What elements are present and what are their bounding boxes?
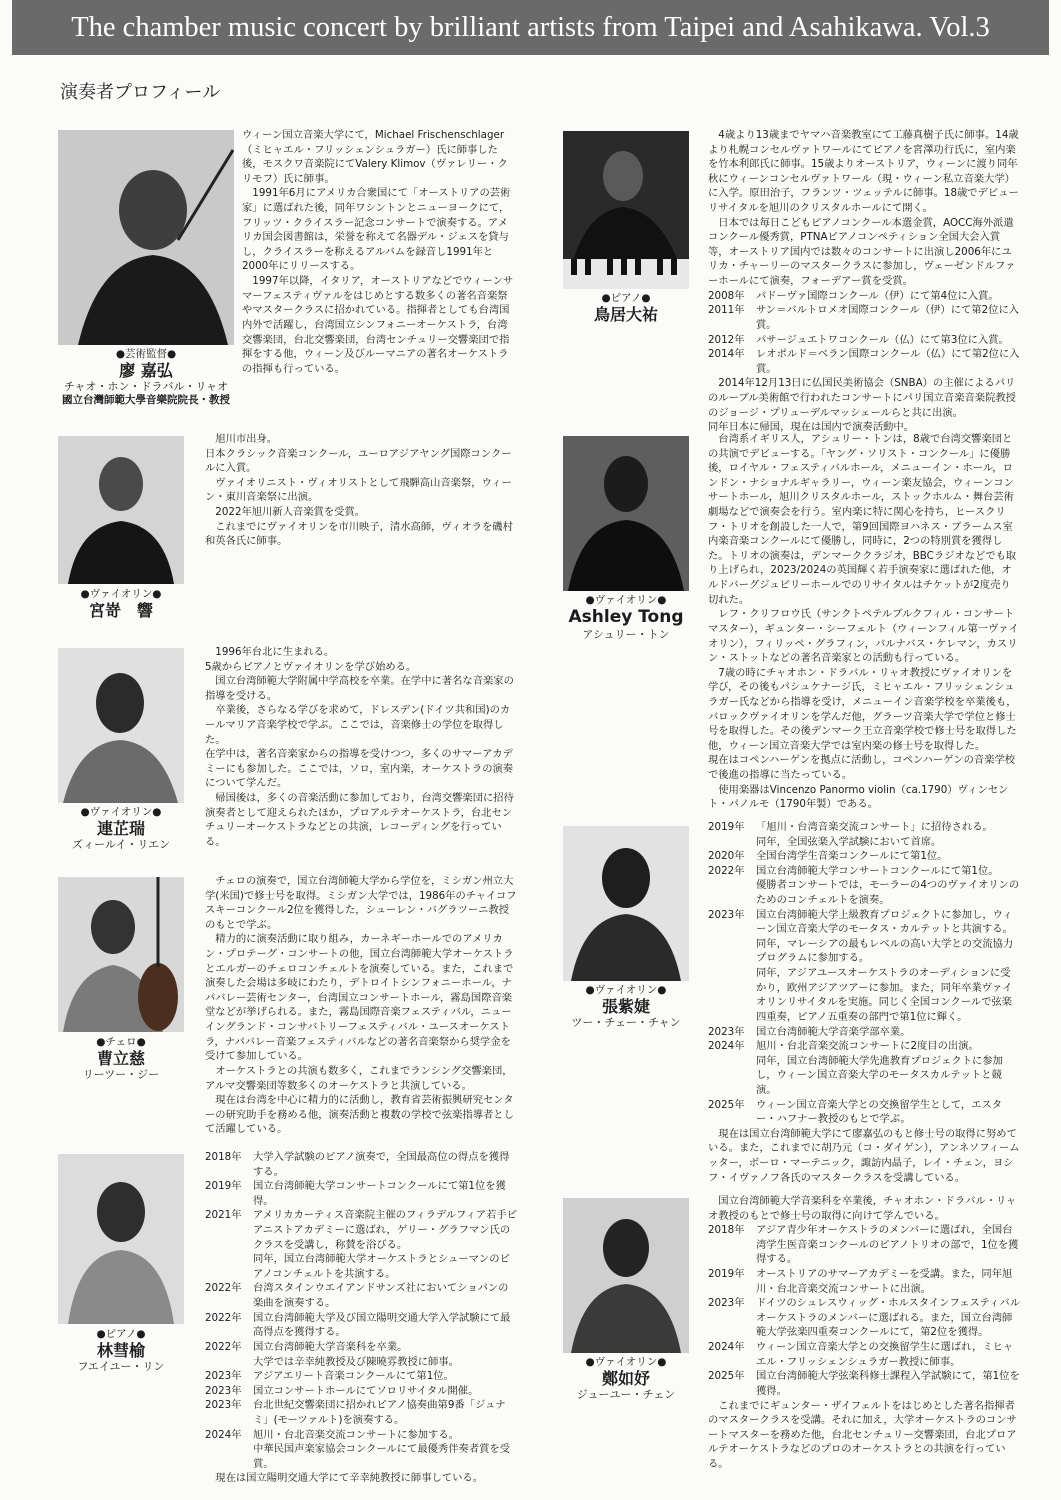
bio-paragraph: 4歳より13歳までヤマハ音楽教室にて工藤真樹子氏に師事。14歳より札幌コンセルヴァトワールにてピアノを宮澤功行氏に，室内楽を竹本利郎氏に師事。15歳よりオーストリア，ウィーンに渡り同年秋にウィーンコンセルヴァトワール（現・ウィーン私立音楽大学）に入学。原田治子，フランツ・ツェッテルに師事。18歳でデビューリサイタルを旭川のクリスタルホールにて開く。 (708, 129, 1019, 215)
bio-paragraph: チェロの演奏で，国立台湾師範大学から学位を，ミシガン州立大学(米国)で修士号を取得。ミシガン大学では，1986年のチャイコフスキーコンクール2位を獲得した，シューレン・バグラツーニ教授のもとで学ぶ。 (205, 875, 517, 931)
artist-name: Ashley Tong (568, 606, 684, 627)
caption-cheng (545, 1356, 707, 1402)
history-year (708, 937, 756, 966)
artist-photo-torii (563, 131, 689, 289)
history-year (708, 878, 756, 907)
history-text: 国立台湾師範大学コンサートコンクールにて第1位を獲得。 (253, 1180, 506, 1207)
artist-role: ●ヴァイオリン● (80, 806, 162, 818)
bio-paragraph: レフ・クリフロウ氏（サンクトペテルブルクフィル・コンサートマスター），ギュンター・シーフェルト（ウィーンフィル第一ヴァイオリン），フィリッペ・グラフィン，バルナバス・ケレマン，カスリン・ストットなどの著名音楽家との活動も行っている。 (708, 608, 1019, 665)
bio-paragraph: 国立台湾師範大学音楽科を卒業後，チャオホン・ドラバル・リャオ教授のもとで修士号の取得に向けて学んでいる。 (708, 1195, 1017, 1222)
history-table (708, 1223, 1020, 1398)
caption-miyazaki (40, 588, 202, 620)
artist-kana: リーツー・ジー (82, 1068, 160, 1082)
history-text: 旭川・台北音楽交流コンサートに2度目の出演。 (756, 1040, 979, 1053)
artist-name: 鳥居大祐 (593, 304, 658, 324)
bio-paragraph: 精力的に演奏活動に取り組み，カーネギーホールでのアメリカン・プロテーグ・コンサートの他，国立台湾師範大学オーケストラとエルガーのチェロコンチェルトを演奏している。また，これまで演奏した会場は多岐にわたり，デトロイトシンフォニーホール，ナパバレー芸術センター，台湾国立コンサートホール，霧島国際音楽堂などが挙げられる。また，霧島国際音楽フェスティバル，ニューイングランド・コンサバトリーフェスティバル・ユースオーケストラ，ナパバレー音楽フェスティバルなどの著名音楽祭から奨学金を受けて参加している。 (205, 933, 514, 1063)
section-title: 演奏者プロフィール (60, 82, 221, 103)
history-text: 全国台湾学生音楽コンクールにて第1位。 (756, 850, 948, 863)
history-year: 2022年 (205, 1282, 242, 1295)
history-text: 国立台湾師範大学弦楽科修士課程入学試験にて，第1位を獲得。 (756, 1370, 1020, 1397)
portrait-cellist (58, 877, 184, 1032)
bio-paragraph: 日本では毎日こどもピアノコンクール本選金賞，AOCC海外派遣コンクール優秀賞，PTNAピアノコンペティション全国大会入賞等，オーストリア国内では数々のコンサートに出演し2006年にユリカ・チャーリーのマスタークラスに参加し，ヴェーゼンドルファーホールにて演奏，フォーデアー賞を受賞。 (708, 216, 1016, 288)
caption-tsao (40, 1036, 202, 1082)
artist-name: 林彗榆 (96, 1340, 145, 1360)
history-year: 2025年 (708, 1098, 745, 1111)
history-year: 2023年 (708, 1297, 745, 1310)
bio-paragraph: 日本クラシック音楽コンクール，ユーロアジアヤング国際コンクールに入賞。 (205, 447, 512, 475)
bio-paragraph: 旭川市出身。 (215, 433, 278, 445)
history-year: 2008年 (708, 289, 745, 302)
history-year: 2023年 (205, 1399, 242, 1412)
caption-liao (40, 348, 252, 407)
bio-lin (205, 1150, 517, 1486)
bio-paragraph: 使用楽器はVincenzo Panormo violin（ca.1790）ヴィンセント・パノルモ（1790年製）である。 (708, 783, 1009, 811)
artist-photo-chang (563, 826, 689, 981)
artist-kana: フエイユー・リン (77, 1360, 165, 1374)
artist-role: ●ヴァイオリン● (80, 588, 162, 600)
bio-paragraph: 7歳の時にチャオホン・ドラバル・リャオ教授にヴァイオリンを学び，その後もパシュケナージ氏，ミヒャエル・フリッシェンシュラガー氏などから指導を受け，メニューイン音楽学校を卒業後も，バロックヴァイオリンを学んだ他，グラーツ音楽大学で学位と修士号を取得した。その後デンマーク王立音楽学校で修士号を取得した他，ウィーン国立音楽大学では室内楽の修士号を取得した。 (708, 666, 1017, 752)
artist-photo-liao (58, 130, 234, 345)
history-year: 2019年 (205, 1180, 242, 1193)
history-text: 国立台湾師範大学及び国立陽明交通大学入学試験にて最高得点を獲得する。 (253, 1311, 511, 1339)
bio-paragraph: 同年日本に帰国，現在は国内で演奏活動中。 (708, 421, 914, 434)
history-year (708, 966, 756, 1024)
artist-role: ●芸術監督● (115, 348, 177, 360)
portrait-conductor (58, 130, 234, 345)
portrait-violinist (58, 436, 184, 584)
history-year: 2019年 (708, 1268, 745, 1281)
history-year: 2018年 (708, 1224, 745, 1237)
portrait-violinist (563, 1198, 689, 1353)
bio-paragraph: 在学中は，著名音楽家からの指導を受けつつ，多くのサマーアカデミーにも参加した。ここでは，ソロ，室内楽，オーケストラの演奏について学んだ。 (205, 748, 514, 790)
history-year (205, 1252, 253, 1281)
history-year: 2023年 (708, 908, 745, 921)
history-text: ウィーン国立音楽大学との交換留学生に選ばれ，ミヒャエル・フリッシェンシュラガー教授に師事。 (756, 1341, 1014, 1368)
caption-torii (545, 292, 707, 324)
history-text: 国立台湾師範大学音楽学部卒業。 (756, 1025, 911, 1038)
history-year (205, 1355, 253, 1370)
history-text: 同年，マレーシアの最もレベルの高い大学との交流協力プログラムに参加する。 (756, 937, 1014, 965)
artist-name: 張紫婕 (601, 996, 650, 1016)
artist-name: 宮嵜 響 (88, 600, 153, 620)
bio-paragraph: オーケストラとの共演も数多く，これまでランシング交響楽団，アルマ交響楽団等数多くのオーケストラと共演している。 (205, 1064, 513, 1092)
portrait-pianist (58, 1154, 184, 1324)
history-text: 中華民国声楽家協会コンクールにて最優秀伴奏者賞を受賞。 (253, 1443, 511, 1470)
bio-cheng (708, 1194, 1020, 1472)
history-text: パドーヴァ国際コンクール（伊）にて第4位に入賞。 (756, 289, 999, 302)
history-year: 2024年 (205, 1428, 242, 1441)
caption-chang (545, 984, 707, 1030)
caption-lien (40, 806, 202, 852)
artist-photo-lien (58, 648, 184, 803)
history-year: 2011年 (708, 304, 745, 317)
bio-paragraph: 1996年台北に生まれる。 (215, 646, 335, 658)
banner-title: The chamber music concert by brilliant artists from Taipei and Asahikawa. Vol.3 (71, 12, 990, 43)
history-text: 台北世紀交響楽団に招かれピアノ協奏曲第9番「ジュナミ」(モーツァルト)を演奏する。 (253, 1399, 506, 1426)
bio-paragraph: ウィーン国立音楽大学にて，Michael Frischenschlager（ミヒャエル・フリッシェンシュラガー）氏に師事した後，モスクワ音楽院にてValery Klimov（ヴァレリー・クリモフ）氏に師事。 (242, 129, 508, 185)
artist-photo-lin (58, 1154, 184, 1324)
history-text: 国立コンサートホールにてソロリサイタル開催。 (253, 1384, 479, 1397)
artist-photo-cheng (563, 1198, 689, 1353)
history-text: 優勝者コンサートでは，モーラーの4つのヴァイオリンのためのコンチェルトを演奏。 (756, 879, 1020, 907)
history-text: 台湾スタインウエイアンドサンズ社においてショパンの楽曲を演奏する。 (253, 1282, 509, 1310)
artist-name: 鄭如妤 (601, 1368, 650, 1388)
history-year: 2021年 (205, 1209, 242, 1222)
bio-paragraph: 卒業後，さらなる学びを求めて，ドレスデン(ドイツ共和国)のカールマリア音楽学校で学ぶ。ここでは，音楽修士の学位を取得した。 (205, 704, 511, 746)
bio-paragraph: 現在はコペンハーゲンを拠点に活動し，コペンハーゲンの音楽学校で後進の指導に当たっている。 (708, 754, 1016, 782)
bio-paragraph: 2014年12月13日に仏国民美術協会（SNBA）の主催によるパリのルーブル美術館で行われたコンサートにパリ国立音楽音楽院教授のジョージ・プリューデルマッシェールらと共に出演。 (708, 377, 1016, 419)
history-table (708, 820, 1020, 1127)
bio-paragraph: 2022年旭川新人音楽賞を受賞。 (215, 506, 366, 519)
history-year: 2024年 (708, 1040, 745, 1053)
history-year: 2024年 (708, 1341, 745, 1354)
history-text: レオポルド＝ベラン国際コンクール（仏）にて第2位に入賞。 (756, 348, 1020, 375)
history-text: アジアエリート音楽コンクールにて第1位。 (253, 1370, 454, 1383)
history-text: 同年，国立台湾師範大学先進教育プロジェクトに参加し，ウィーン国立音楽大学のモータスカルテットと競演。 (756, 1054, 1003, 1096)
history-text: 大学では辛幸純教授及び陳曉雰教授に師事。 (253, 1355, 459, 1368)
bio-paragraph: 1991年6月にアメリカ合衆国にて「オーストリアの芸術家」に選ばれた後，同年ワシントンとニューヨークにて，フリッツ・クライスラー記念コンサートで演奏する。アメリカ国会図書館は，栄誉を称えて名器デル・ジェスを貸与し，クライスラーを称えるアルバムを録音し1991年と2000年にリリースする。 (242, 187, 511, 273)
artist-role: ●ヴァイオリン● (585, 594, 667, 606)
portrait-violinist (563, 436, 689, 591)
bio-torii (708, 128, 1020, 435)
history-text: 国立台湾師範大学上級教育プロジェクトに参加し，ウィーン国立音楽大学のモータス・カルテットと共演する。 (756, 908, 1013, 936)
history-text: 旭川・台北音楽交流コンサートに参加する。 (253, 1428, 459, 1441)
history-text: パサージュエトワコンクール（仏）にて第3位に入賞。 (756, 333, 1009, 346)
history-text: 同年，全国弦楽入学試験において首席。 (756, 835, 942, 848)
caption-tong (530, 594, 722, 641)
history-year (708, 835, 756, 850)
history-year: 2023年 (708, 1025, 745, 1038)
bio-paragraph: 現在は台湾を中心に精力的に活動し，教育省芸術振興研究センターの研究助手を務める他，演奏活動と複数の学校で弦楽指導者として活躍している。 (205, 1094, 514, 1136)
history-year: 2018年 (205, 1151, 242, 1163)
bio-tail: 現在は国立陽明交通大学にて辛幸純教授に師事している。 (215, 1472, 484, 1485)
bio-tong (708, 432, 1020, 812)
artist-kana: ツー・チェー・チャン (571, 1016, 681, 1030)
history-year (708, 1054, 756, 1098)
artist-role: ●ヴァイオリン● (585, 984, 667, 996)
bio-chang (708, 820, 1020, 1185)
bio-paragraph: 1997年以降，イタリア，オーストリアなどでウィーンサマーフェスティヴァルをはじめとする数多くの著名音楽祭やマスタークラスに招かれている。指揮者としても台湾国内外で活躍し，台湾国立シンフォニーオーケストラ，台湾交響楽団，台北交響楽団，台湾センチュリー交響楽団で指揮をする他，ウィーン及びルーマニアの著名オーケストラの指揮も行っている。 (242, 275, 514, 375)
header-banner (12, 0, 1049, 55)
artist-photo-tong (563, 436, 689, 591)
history-text: ウィーン国立音楽大学との交換留学生として，エスター・ハフナー教授のもとで学ぶ。 (756, 1098, 1003, 1126)
history-text: 国立台湾師範大学コンサートコンクールにて第1位。 (756, 864, 999, 877)
artist-kana: ジューユー・チェン (576, 1388, 676, 1402)
history-year (205, 1442, 253, 1471)
history-text: 国立台湾師範大学音楽科を卒業。 (253, 1340, 408, 1353)
bio-miyazaki (205, 432, 517, 549)
history-year: 2022年 (708, 864, 745, 877)
history-year: 2020年 (708, 850, 745, 863)
artist-role: ●ピアノ● (96, 1328, 146, 1340)
bio-liao (242, 128, 516, 376)
history-year: 2012年 (708, 333, 745, 346)
artist-name: 連芷瑞 (96, 818, 145, 838)
bio-paragraph: 台湾系イギリス人，アシュリー・トンは，8歳で台湾交響楽団との共演でデビューする。「ヤング・ソリスト・コンクール」に優勝後，ロイヤル・フェスティバルホール，メニューイン・ホール，ロンドン・ナショナルギャラリー，ウィーン楽友協会，ウィーンコンサートホール，旭川クリスタルホール，ストックホルム・舞台芸術劇場などで演奏会を行う。室内楽に特に関心を持ち，ヒースクリフ・トリオを創設した一人で，第9回国際ヨハネス・ブラームス室内楽音楽コンクールにて優勝し，同時に，2つの特別賞を獲得した。トリオの演奏は，デンマーククラジオ，BBCラジオなどでも取り上げられ，2023/2024の英国輝く若手演奏家に選ばれた他，オルドバーグジュビリーホールでのリサイタルはチケットが2度売り切れた。 (708, 433, 1017, 606)
bio-tail: これまでにギュンター・ザイフェルトをはじめとした著名指揮者のマスタークラスを受講。それに加え，大学オーケストラのコンサートマスターを務めた他，台北センチュリー交響楽団，台北プロアルテオーケストラなどのプロのオーケストラとの共演を行っている。 (708, 1399, 1017, 1470)
artist-role: ●チェロ● (96, 1036, 146, 1048)
history-text: オーストリアのサマーアカデミーを受講。また，同年旭川・台北音楽交流コンサートに出演。 (756, 1268, 1013, 1295)
history-text: 「旭川・台湾音楽交流コンサート」に招待される。 (756, 821, 993, 833)
artist-name: 廖 嘉弘 (119, 360, 173, 380)
portrait-violinist (58, 648, 184, 803)
history-text: アジア青少年オーケストラのメンバーに選ばれ，全国台湾学生医音楽コンクールのピアノトリオの部で，1位を獲得する。 (756, 1224, 1019, 1266)
history-year: 2014年 (708, 348, 745, 361)
bio-paragraph: 国立台湾師範大学附属中学高校を卒業。在学中に著名な音楽家の指導を受ける。 (205, 675, 514, 702)
history-year: 2022年 (205, 1311, 242, 1324)
bio-tsao (205, 874, 517, 1137)
artist-role: ●ピアノ● (601, 292, 651, 304)
history-table (708, 289, 1020, 377)
bio-paragraph: 5歳からピアノとヴァイオリンを学び始める。 (205, 660, 417, 673)
bio-lien (205, 645, 517, 850)
artist-kana: アシュリー・トン (582, 627, 670, 641)
history-text: アメリカカーティス音楽院主催のフィラデルフィア若手ピアニストアカデミーに選ばれ，ゲリー・グラフマン氏のクラスを受講し，称賛を浴びる。 (253, 1209, 518, 1251)
bio-paragraph: ヴァイオリニスト・ヴィオリストとして飛騨高山音楽祭，ウィーン・東川音楽祭に出演。 (205, 476, 512, 504)
artist-photo-miyazaki (58, 436, 184, 584)
artist-title: 國立台灣師範大學音樂院院長・教授 (62, 393, 230, 406)
artist-photo-tsao (58, 877, 184, 1032)
history-year: 2022年 (205, 1340, 242, 1353)
history-table (205, 1150, 517, 1471)
history-text: ドイツのシュレスウィッグ・ホルスタインフェスティバルオーケストラのメンバーに選ばれる。また，国立台湾師範大学弦楽四重奏コンクールにて，第2位を獲得。 (756, 1297, 1021, 1339)
history-text: 同年，アジアユースオーケストラのオーディションに受かり，欧州アジアツアーに参加。また，同年卒業ヴァイオリンリサイタルを実施。同じく全国コンクールで弦楽四重奏，ピアノ五重奏の部門で第1位に輝く。 (756, 967, 1013, 1023)
history-text: 同年，国立台湾師範大学オーケストラとシューマンのピアノコンチェルトを共演する。 (253, 1253, 510, 1280)
bio-paragraph: これまでにヴァイオリンを市川映子，清水高師，ヴィオラを磯村和英各氏に師事。 (205, 520, 513, 548)
artist-kana: ズィールイ・リエン (71, 838, 171, 852)
history-year: 2025年 (708, 1370, 745, 1383)
portrait-violinist (563, 826, 689, 981)
bio-tail: 現在は国立台湾師範大学にて廖嘉弘のもと修士号の取得に努めている。また，これまでに胡乃元（コ・ダイゲン），アンネソフィームッター，ボーロ・マーテニック，諏訪内晶子，レイ・チェン，ヨシフ・イヴァノフ各氏のマスタークラスを受講している。 (708, 1127, 1020, 1184)
bio-paragraph: 帰国後は，多くの音楽活動に参加しており，台湾交響楽団に招待演奏者として迎えられたほか，プロアルテオーケストラ，台北センチュリーオーケストラなどとの共演，レコーディングを行っている。 (205, 792, 514, 848)
history-text: サン＝バルトロメオ国際コンクール（伊）にて第2位に入賞。 (756, 304, 1020, 331)
history-year: 2019年 (708, 821, 745, 833)
history-year: 2023年 (205, 1384, 242, 1397)
artist-kana: チャオ・ホン・ドラバル・リャオ (63, 380, 229, 394)
artist-name: 曹立慈 (96, 1048, 145, 1068)
artist-role: ●ヴァイオリン● (585, 1356, 667, 1368)
history-year: 2023年 (205, 1370, 242, 1383)
caption-lin (40, 1328, 202, 1374)
portrait-pianist (563, 131, 689, 289)
history-text: 大学入学試験のピアノ演奏で，全国最高位の得点を獲得する。 (253, 1151, 510, 1178)
